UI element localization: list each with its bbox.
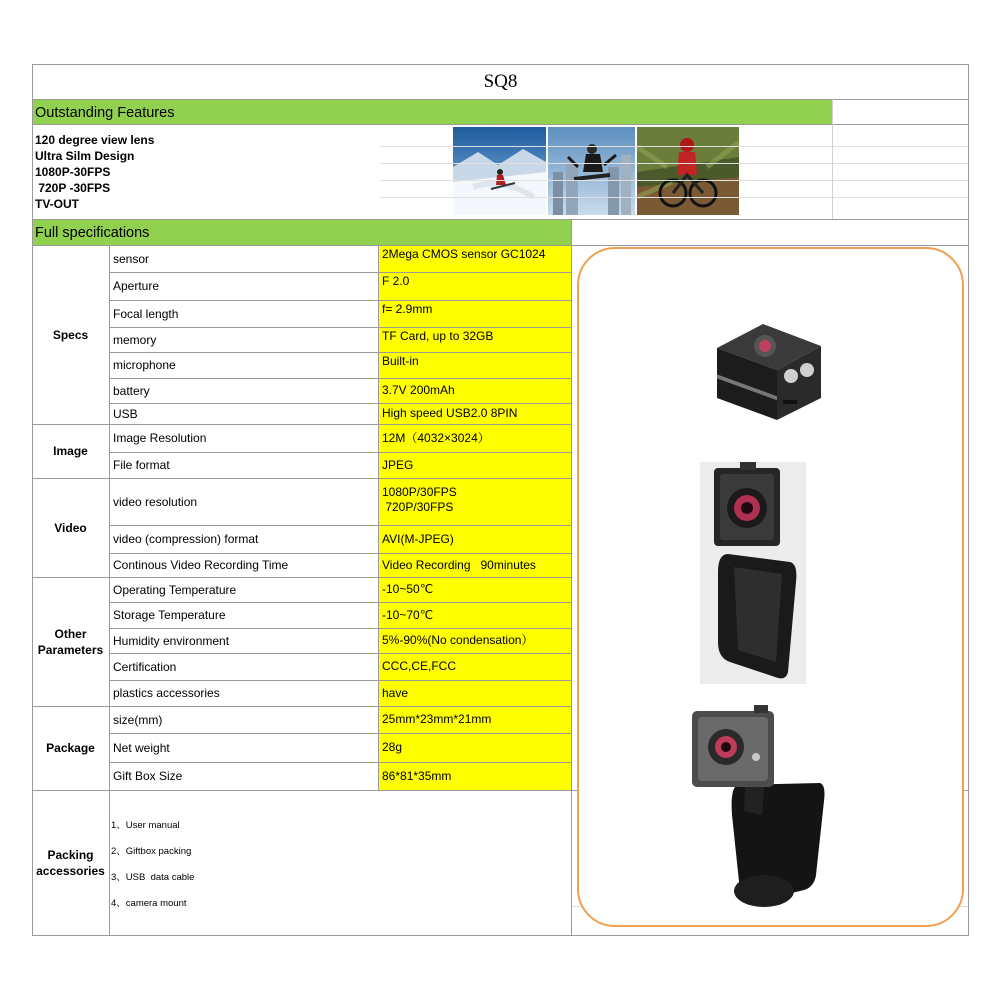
label-operating-temperature: Operating Temperature <box>113 582 237 597</box>
value-battery: 3.7V 200mAh <box>379 378 571 403</box>
label-compression-format: video (compression) format <box>113 532 259 546</box>
packing-item: 3、USB data cable <box>111 872 195 883</box>
label-humidity: Humidity environment <box>113 633 230 648</box>
label-battery: battery <box>113 383 150 398</box>
value-recording-time: Video Recording 90minutes <box>379 553 571 577</box>
label-recording-time: Continous Video Recording Time <box>113 558 289 572</box>
label-memory: memory <box>113 332 157 347</box>
camera-cube-photo <box>705 318 827 426</box>
skier-photo <box>453 127 546 215</box>
label-certification: Certification <box>113 659 177 674</box>
category-image: Image <box>53 444 88 458</box>
value-plastics-accessories: have <box>379 680 571 706</box>
feature-item: Ultra Silm Design <box>35 149 135 163</box>
category-package: Package <box>46 741 95 755</box>
label-plastics-accessories: plastics accessories <box>113 686 220 700</box>
label-size: size(mm) <box>113 712 163 727</box>
outstanding-features-header: Outstanding Features <box>32 100 832 125</box>
value-video-resolution: 1080P/30FPS 720P/30FPS <box>379 478 571 525</box>
label-net-weight: Net weight <box>113 740 170 755</box>
value-operating-temperature: -10~50℃ <box>379 577 571 602</box>
camera-mount-photo <box>688 705 828 911</box>
value-humidity: 5%-90%(No condensation） <box>379 628 571 653</box>
label-file-format: File format <box>113 458 170 472</box>
features-list <box>35 132 375 212</box>
value-usb: High speed USB2.0 8PIN <box>379 403 571 424</box>
label-microphone: microphone <box>113 358 176 372</box>
label-sensor: sensor <box>113 251 150 266</box>
label-focal-length: Focal length <box>113 306 179 321</box>
value-memory: TF Card, up to 32GB <box>379 327 571 352</box>
packing-item: 1、User manual <box>111 820 180 831</box>
feature-item: 1080P-30FPS <box>35 165 111 179</box>
page-title: SQ8 <box>483 71 518 92</box>
feature-item: 720P -30FPS <box>35 181 111 195</box>
value-focal-length: f= 2.9mm <box>379 300 571 327</box>
value-size: 25mm*23mm*21mm <box>379 706 571 733</box>
label-usb: USB <box>113 406 138 421</box>
feature-item: 120 degree view lens <box>35 133 155 147</box>
label-storage-temperature: Storage Temperature <box>113 608 226 622</box>
label-gift-box-size: Gift Box Size <box>113 769 183 783</box>
value-sensor: 2Mega CMOS sensor GC1024 <box>379 245 571 272</box>
value-gift-box-size: 86*81*35mm <box>379 762 571 790</box>
category-other-parameters: Other Parameters <box>37 626 104 657</box>
full-specifications-header: Full specifications <box>32 220 571 245</box>
value-aperture: F 2.0 <box>379 272 571 300</box>
label-aperture: Aperture <box>113 279 160 293</box>
value-compression-format: AVI(M-JPEG) <box>379 525 571 553</box>
value-storage-temperature: -10~70℃ <box>379 602 571 628</box>
value-certification: CCC,CE,FCC <box>379 653 571 680</box>
category-packing-accessories: Packing accessories <box>36 847 105 878</box>
packing-item: 2、Giftbox packing <box>111 846 192 857</box>
category-video: Video <box>54 520 87 535</box>
packing-item: 4、camera mount <box>111 898 187 909</box>
skateboarder-photo <box>548 127 635 215</box>
feature-item: TV-OUT <box>35 197 79 211</box>
value-net-weight: 28g <box>379 733 571 762</box>
label-image-resolution: Image Resolution <box>113 431 207 445</box>
camera-clip-photo <box>700 462 806 684</box>
value-file-format: JPEG <box>379 452 571 478</box>
mountain-biker-photo <box>637 127 739 215</box>
label-video-resolution: video resolution <box>113 494 198 509</box>
value-image-resolution: 12M（4032×3024） <box>379 424 571 452</box>
value-microphone: Built-in <box>379 352 571 378</box>
category-specs: Specs <box>52 327 89 342</box>
